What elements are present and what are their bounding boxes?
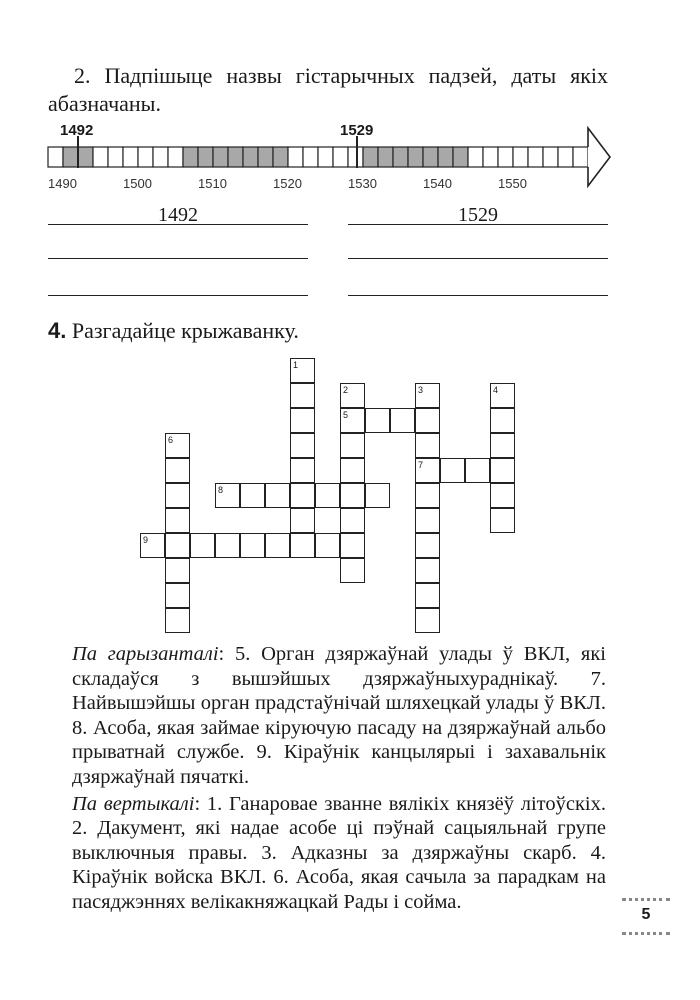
crossword-number: 1	[293, 360, 299, 370]
timeline-cell	[153, 147, 168, 167]
answer-line[interactable]	[348, 295, 608, 296]
tick-label: 1530	[348, 176, 377, 191]
timeline-cell	[288, 147, 303, 167]
crossword-cell[interactable]	[340, 508, 365, 533]
timeline-arrow-icon	[588, 128, 610, 186]
crossword-cell[interactable]	[390, 408, 415, 433]
crossword-cell[interactable]	[340, 533, 365, 558]
crossword-cell[interactable]	[415, 408, 440, 433]
crossword-cell[interactable]	[415, 533, 440, 558]
vertical-clues-text: : 1. Ганаровае званне вялікіх князёў літоўскіх. 2. Дакумент, які надае асобе ці пэўнай сацыяльнай групе выключныя правы. 3. Адказны за дзяржаўны скарб. 4. Кіраўнік войска ВКЛ. 6. Асоба, якая сачыла за парадкам на пасяджэннях велікакняжацкай Рады і сойма.	[72, 792, 606, 913]
crossword-cell[interactable]	[240, 533, 265, 558]
timeline-year-1529: 1529	[340, 122, 374, 139]
timeline-cell	[513, 147, 528, 167]
timeline-cell	[258, 147, 273, 167]
crossword-cell[interactable]	[165, 533, 190, 558]
timeline-cell	[303, 147, 318, 167]
task-4-number: 4.	[48, 318, 67, 343]
timeline-cell	[468, 147, 483, 167]
timeline-cell	[558, 147, 573, 167]
tick-label: 1540	[423, 176, 452, 191]
timeline-cell	[348, 147, 363, 167]
answer-label-1492: 1492	[158, 204, 198, 226]
crossword-cell[interactable]	[290, 533, 315, 558]
crossword-cell[interactable]	[290, 458, 315, 483]
crossword-cell[interactable]	[440, 458, 465, 483]
crossword-cell[interactable]	[290, 433, 315, 458]
crossword-cell[interactable]	[465, 458, 490, 483]
tick-label: 1500	[123, 176, 152, 191]
timeline-cell	[333, 147, 348, 167]
crossword-cell[interactable]	[490, 508, 515, 533]
crossword-cell[interactable]	[415, 558, 440, 583]
vertical-clues	[72, 792, 606, 915]
crossword-cell[interactable]	[365, 408, 390, 433]
crossword-number: 2	[343, 385, 349, 395]
timeline-cell	[408, 147, 423, 167]
task-2-text: 2. Падпішыце назвы гістарычных падзей, даты якіх абазначаны.	[48, 63, 608, 116]
timeline-cell	[423, 147, 438, 167]
timeline-cell	[108, 147, 123, 167]
crossword-cell[interactable]	[340, 483, 365, 508]
answer-line[interactable]	[48, 295, 308, 296]
crossword-cell[interactable]	[490, 433, 515, 458]
crossword-cell[interactable]	[265, 483, 290, 508]
page-number: 5	[641, 906, 651, 923]
timeline-cell	[498, 147, 513, 167]
crossword-cell[interactable]	[490, 483, 515, 508]
timeline-cell	[453, 147, 468, 167]
horizontal-clues-title: Па гарызанталі	[72, 643, 219, 665]
crossword-cell[interactable]	[290, 408, 315, 433]
page-number-box	[622, 898, 670, 936]
task-4-text: Разгадайце крыжаванку.	[71, 318, 299, 343]
crossword-cell[interactable]	[340, 558, 365, 583]
crossword-cell[interactable]	[365, 483, 390, 508]
crossword-number: 4	[493, 385, 499, 395]
answer-label-1529: 1529	[458, 204, 498, 226]
timeline-cell	[273, 147, 288, 167]
timeline-cell	[573, 147, 588, 167]
crossword-cell[interactable]	[290, 508, 315, 533]
crossword-number: 7	[418, 460, 424, 470]
crossword-clues	[72, 642, 606, 917]
timeline-cell	[318, 147, 333, 167]
answer-line[interactable]	[348, 224, 608, 225]
crossword-cell[interactable]	[265, 533, 290, 558]
crossword-cell[interactable]	[490, 408, 515, 433]
divider	[622, 898, 670, 901]
divider	[622, 932, 670, 935]
answer-line[interactable]	[48, 258, 308, 259]
timeline-cells	[48, 147, 588, 167]
crossword-cell[interactable]	[290, 483, 315, 508]
crossword-cell[interactable]	[315, 533, 340, 558]
timeline-cell	[228, 147, 243, 167]
crossword-number: 6	[168, 435, 174, 445]
crossword-cell[interactable]	[340, 433, 365, 458]
timeline-cell	[363, 147, 378, 167]
crossword-cell[interactable]	[190, 533, 215, 558]
crossword-cell[interactable]	[415, 583, 440, 608]
crossword-cell[interactable]	[165, 458, 190, 483]
crossword-cell[interactable]	[415, 508, 440, 533]
answer-line[interactable]	[48, 224, 308, 225]
crossword-cell[interactable]	[490, 458, 515, 483]
crossword-cell[interactable]	[290, 383, 315, 408]
task-4-heading	[48, 318, 299, 344]
timeline-year-1492: 1492	[60, 122, 94, 139]
crossword-number: 5	[343, 410, 349, 420]
horizontal-clues-text: : 5. Орган дзяржаўнай улады ў ВКЛ, які складаўся з вышэйшых дзяржаўныхураднікаў. 7. Найвышэйшы орган прадстаўнічай шляхецкай улады ў ВКЛ. 8. Асоба, якая займае кіруючую пасаду на дзяржаўнай альбо прыватнай службе. 9. Кіраўнік канцылярыі і захавальнік дзяржаўнай пячаткі.	[72, 643, 606, 788]
timeline-cell	[198, 147, 213, 167]
vertical-clues-title: Па вертыкалі	[72, 792, 195, 815]
timeline-cell	[213, 147, 228, 167]
crossword-cell[interactable]	[165, 483, 190, 508]
crossword-cell[interactable]	[165, 508, 190, 533]
crossword-cell[interactable]	[240, 483, 265, 508]
timeline-cell	[183, 147, 198, 167]
timeline-cell	[138, 147, 153, 167]
answer-line[interactable]	[348, 258, 608, 259]
timeline-cell	[528, 147, 543, 167]
timeline-cell	[483, 147, 498, 167]
crossword-cell[interactable]	[340, 458, 365, 483]
tick-label: 1510	[198, 176, 227, 191]
timeline-cell	[63, 147, 78, 167]
timeline-cell	[168, 147, 183, 167]
horizontal-clues	[72, 642, 606, 790]
tick-label: 1550	[498, 176, 527, 191]
crossword-number: 9	[143, 535, 149, 545]
timeline-cell	[243, 147, 258, 167]
crossword-number: 3	[418, 385, 424, 395]
crossword-cell[interactable]	[165, 558, 190, 583]
crossword-cell[interactable]	[215, 533, 240, 558]
timeline-cell	[123, 147, 138, 167]
timeline-cell	[438, 147, 453, 167]
timeline	[0, 0, 700, 200]
crossword-number: 8	[218, 485, 224, 495]
timeline-cell	[93, 147, 108, 167]
tick-label: 1520	[273, 176, 302, 191]
timeline-cell	[48, 147, 63, 167]
timeline-cell	[393, 147, 408, 167]
timeline-cell	[543, 147, 558, 167]
timeline-cell	[378, 147, 393, 167]
crossword-cell[interactable]	[165, 583, 190, 608]
timeline-cell	[78, 147, 93, 167]
crossword-cell[interactable]	[315, 483, 340, 508]
crossword-cell[interactable]	[415, 433, 440, 458]
crossword-cell[interactable]	[415, 483, 440, 508]
crossword-cell[interactable]	[165, 608, 190, 633]
crossword-cell[interactable]	[415, 608, 440, 633]
tick-label: 1490	[48, 176, 77, 191]
